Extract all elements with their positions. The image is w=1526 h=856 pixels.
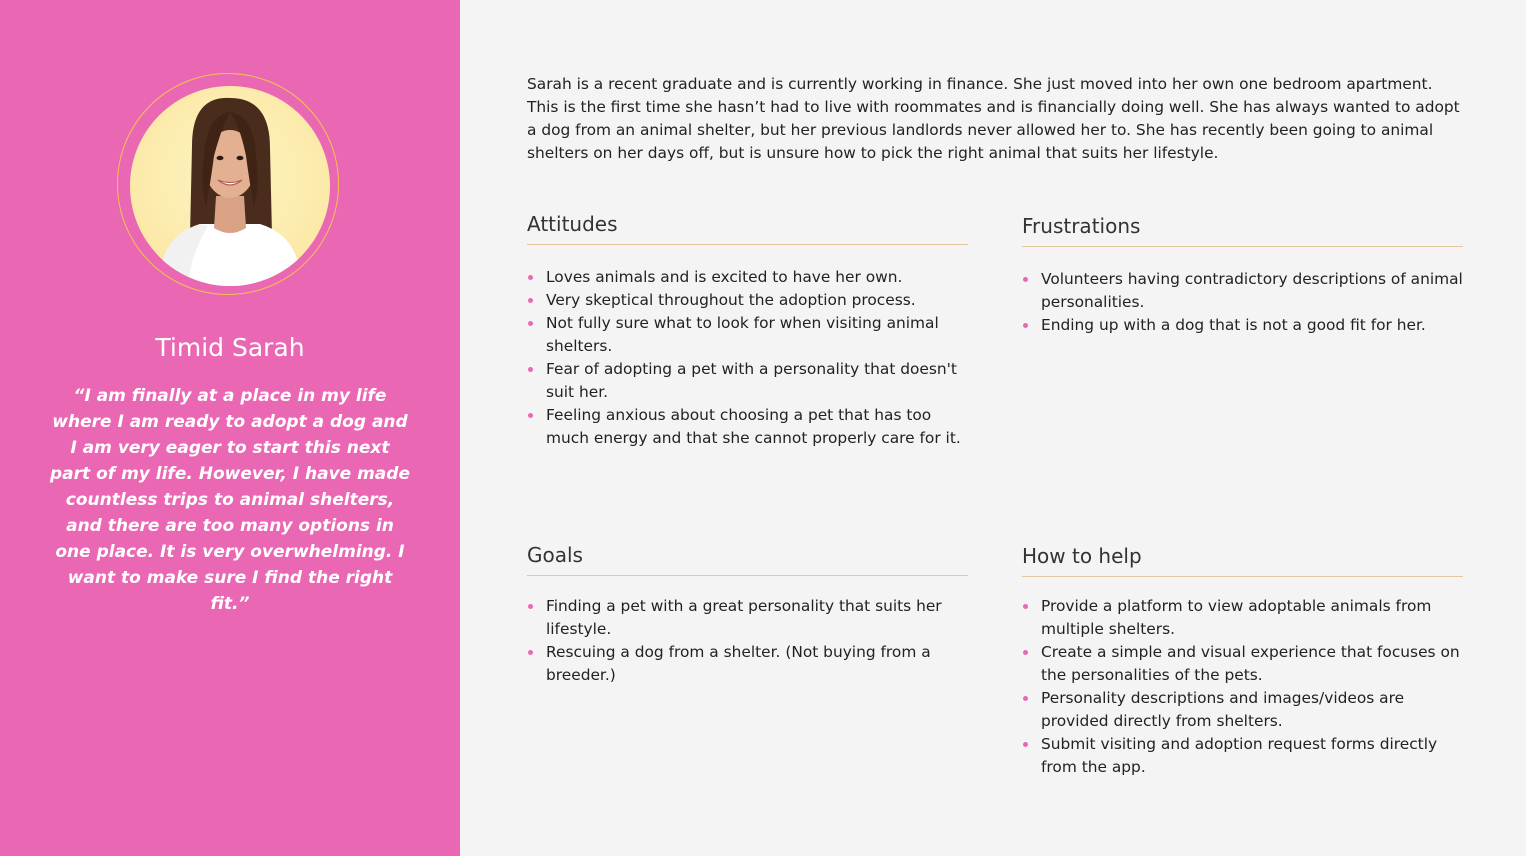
list-item: Personality descriptions and images/videos are provided directly from shelters.: [1022, 687, 1463, 733]
frustrations-list: [1022, 268, 1463, 337]
how-to-help-title: How to help: [1022, 544, 1463, 577]
persona-quote: “I am finally at a place in my life where I am ready to adopt a dog and I am very eager to start this next part of my life. However, I have made countless trips to animal shelters, and there are too many options in one place. It is very overwhelming. I want to make sure I find the right fit.”: [50, 386, 410, 614]
list-item: Loves animals and is excited to have her own.: [527, 266, 968, 289]
list-item: Submit visiting and adoption request forms directly from the app.: [1022, 733, 1463, 779]
persona-name: Timid Sarah: [155, 333, 305, 362]
list-item: Fear of adopting a pet with a personality that doesn't suit her.: [527, 358, 968, 404]
list-item: Not fully sure what to look for when visiting animal shelters.: [527, 312, 968, 358]
how-to-help-list: [1022, 595, 1463, 779]
list-item: Finding a pet with a great personality that suits her lifestyle.: [527, 595, 968, 641]
how-to-help-section: [1022, 544, 1463, 779]
list-item: Volunteers having contradictory descriptions of animal personalities.: [1022, 268, 1463, 314]
list-item: Feeling anxious about choosing a pet that has too much energy and that she cannot properly care for it.: [527, 404, 968, 450]
avatar: [130, 86, 330, 286]
frustrations-title: Frustrations: [1022, 214, 1463, 247]
goals-section: [527, 543, 968, 687]
goals-title: Goals: [527, 543, 968, 576]
goals-list: [527, 595, 968, 687]
attitudes-list: [527, 266, 968, 450]
list-item: Very skeptical throughout the adoption process.: [527, 289, 968, 312]
persona-photo-icon: [130, 86, 330, 286]
attitudes-title: Attitudes: [527, 212, 968, 245]
list-item: Ending up with a dog that is not a good fit for her.: [1022, 314, 1463, 337]
list-item: Create a simple and visual experience that focuses on the personalities of the pets.: [1022, 641, 1463, 687]
list-item: Rescuing a dog from a shelter. (Not buying from a breeder.): [527, 641, 968, 687]
attitudes-section: [527, 212, 968, 450]
persona-sidebar: [0, 0, 460, 856]
frustrations-section: [1022, 214, 1463, 337]
list-item: Provide a platform to view adoptable animals from multiple shelters.: [1022, 595, 1463, 641]
persona-bio: Sarah is a recent graduate and is currently working in finance. She just moved into her own one bedroom apartment. This is the first time she hasn’t had to live with roommates and is financially doing well. She has always wanted to adopt a dog from an animal shelter, but her previous landlords never allowed her to. She has recently been going to animal shelters on her days off, but is unsure how to pick the right animal that suits her lifestyle.: [527, 75, 1460, 162]
